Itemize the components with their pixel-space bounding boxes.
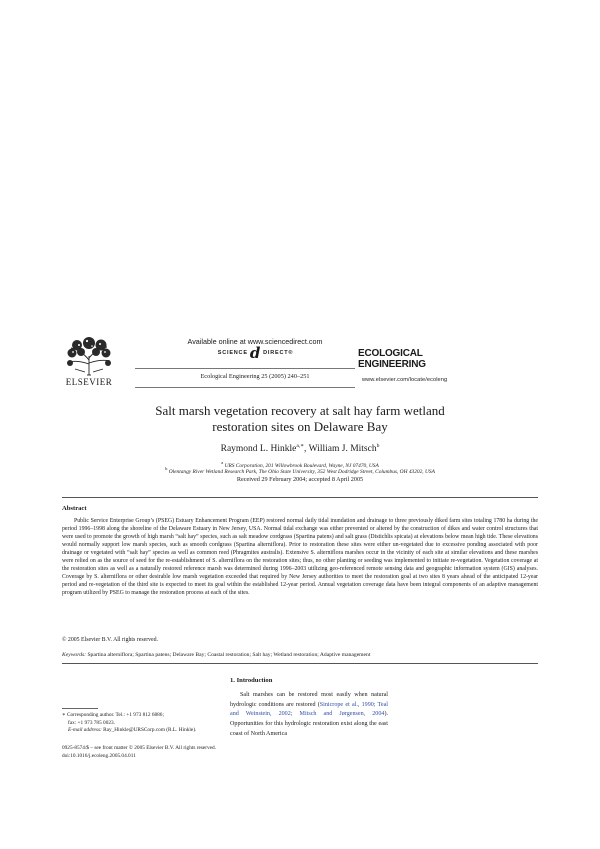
doi-link[interactable]: doi:10.1016/j.ecoleng.2005.04.011 xyxy=(62,752,136,759)
affiliation-b xyxy=(70,466,530,475)
author-affiliation-mark[interactable]: a,∗ xyxy=(296,443,305,449)
keywords-list: Spartina alterniflora; Spartina patens; Delaware Bay; Coastal restoration; Salt hay; Wetland restoration; Adaptive management xyxy=(87,652,371,658)
author-name: Raymond L. Hinkle xyxy=(220,444,297,455)
journal-logo-line2: ENGINEERING xyxy=(358,359,426,370)
journal-citation: Ecological Engineering 25 (2005) 240–251 xyxy=(200,373,310,380)
issn-line: 0925-8574/$ – see front matter © 2005 Elsevier B.V. All rights reserved. xyxy=(62,745,216,751)
publisher-name: ELSEVIER xyxy=(65,377,113,387)
affiliation-mark: b xyxy=(165,466,168,471)
corresponding-author-footnote xyxy=(62,712,222,720)
footnote-corresponding: Corresponding author. Tel.: +1 973 812 6886; xyxy=(66,712,164,718)
header-divider-bottom xyxy=(135,387,355,388)
abstract-bottom-rule xyxy=(62,663,538,664)
header-divider-top xyxy=(135,368,355,369)
email-label: E-mail address: xyxy=(68,727,102,733)
intro-text-start: Salt marshes can be restored most easily when natural hydrologic conditions are restored ( xyxy=(230,692,388,708)
email-address-link[interactable]: Ray_Hinkle@URSCorp.com (R.L. Hinkle). xyxy=(103,727,197,733)
affiliation-text: Olentangy River Wetland Research Park, The Ohio State University, 352 West Dodridge Street, Columbus, OH 43202, USA xyxy=(168,468,435,475)
introduction-paragraph xyxy=(230,691,388,740)
footnote-rule xyxy=(62,708,98,709)
sd-logo-right: DIRECT® xyxy=(263,350,294,356)
issn-doi-block xyxy=(62,745,216,760)
author-name: William J. Mitsch xyxy=(308,444,377,455)
received-dates: Received 29 February 2004; accepted 8 April 2005 xyxy=(236,476,364,483)
citation-link[interactable]: Sinicrope et al., 1990; Teal and Weinstein, 2002; Mitsch and Jørgensen, 2004 xyxy=(230,701,388,718)
keywords-label: Keywords: xyxy=(62,652,87,658)
sd-logo-left: SCIENCE xyxy=(217,350,248,356)
abstract-text: Public Service Enterprise Group’s (PSEG) Estuary Enhancement Program (EEP) restored normal daily tidal inundation and drainage to three previously diked farm sites totaling 1780 ha during the period 1996–1998 along the shoreline of the Delaware Estuary in New Jersey, USA. Normal tidal exchange was either prevented or altered by the construction of dikes and water control structures that were used to promote the growth of high marsh “salt hay” species, such as salt meadow cordgrass (Spartina patens) and salt grass (Distichlis spicata) at elevations below mean high tide. These elevations would normally support low marsh species, such as smooth cordgrass (Spartina alterniflora). Prior to restoration these sites were either un-vegetated due to excessive ponding associated with poor drainage or vegetated with “salt hay” species as well as common reed (Phragmites australis). Extensive S. alterniflora marshes occur in the vicinity of each site at similar elevations and these marshes were relied on as the source of seed for the re-establishment of S. alterniflora on the restoration sites; thus, no other planting or seeding was implemented to initiate re-vegetation. Vegetation coverage at the restoration sites as well as a naturally restored reference marsh was determined during 1996–2003 utilizing geo-referenced remote sensing data and geographic information system (GIS) analyses. Coverage by S. alterniflora or other desirable low marsh vegetation exceeded that required by New Jersey authorities to meet the restoration goal at two sites 8 years ahead of the anticipated 12-year period and re-vegetation of the third site is expected to meet its goal within the established 12-year period. Annual vegetation coverage data have been integral components of an adaptive management program utilized by PSEG to manage the restoration process at each of the sites. xyxy=(62,518,538,597)
affiliation-mark: a xyxy=(221,460,224,465)
footnote-email xyxy=(68,727,228,735)
author-affiliation-mark[interactable]: b xyxy=(376,443,380,449)
title-line-2: restoration sites on Delaware Bay xyxy=(212,418,388,434)
footnote-fax: fax: +1 973 785 0023. xyxy=(68,719,115,726)
author-list xyxy=(120,443,480,454)
sciencedirect-logo xyxy=(173,346,338,360)
elsevier-logo xyxy=(60,336,118,387)
journal-logo xyxy=(358,348,466,370)
title-line-1: Salt marsh vegetation recovery at salt hay farm wetland xyxy=(155,403,445,418)
sd-logo-symbol: d xyxy=(249,344,262,362)
section-heading-introduction: 1. Introduction xyxy=(230,677,273,684)
intro-text-end: ). Opportunities for this hydrologic restoration exist along the east coast of North America xyxy=(230,711,388,737)
available-online-notice[interactable]: Available online at www.sciencedirect.com xyxy=(187,337,323,346)
author-separator: , xyxy=(304,444,309,455)
elsevier-tree-icon xyxy=(65,336,113,376)
keywords xyxy=(62,652,538,658)
article-title xyxy=(120,403,480,434)
abstract-top-rule xyxy=(62,497,538,498)
footnote-mark: ∗ xyxy=(62,712,66,718)
journal-url-link[interactable]: www.elsevier.com/locate/ecoleng xyxy=(362,377,448,383)
journal-logo-line1: ECOLOGICAL xyxy=(358,348,423,359)
abstract-copyright: © 2005 Elsevier B.V. All rights reserved. xyxy=(62,637,159,643)
affiliation-text: URS Corporation, 201 Willowbrook Boulevard, Wayne, NJ 07470, USA xyxy=(224,462,379,469)
abstract-heading: Abstract xyxy=(62,505,87,512)
